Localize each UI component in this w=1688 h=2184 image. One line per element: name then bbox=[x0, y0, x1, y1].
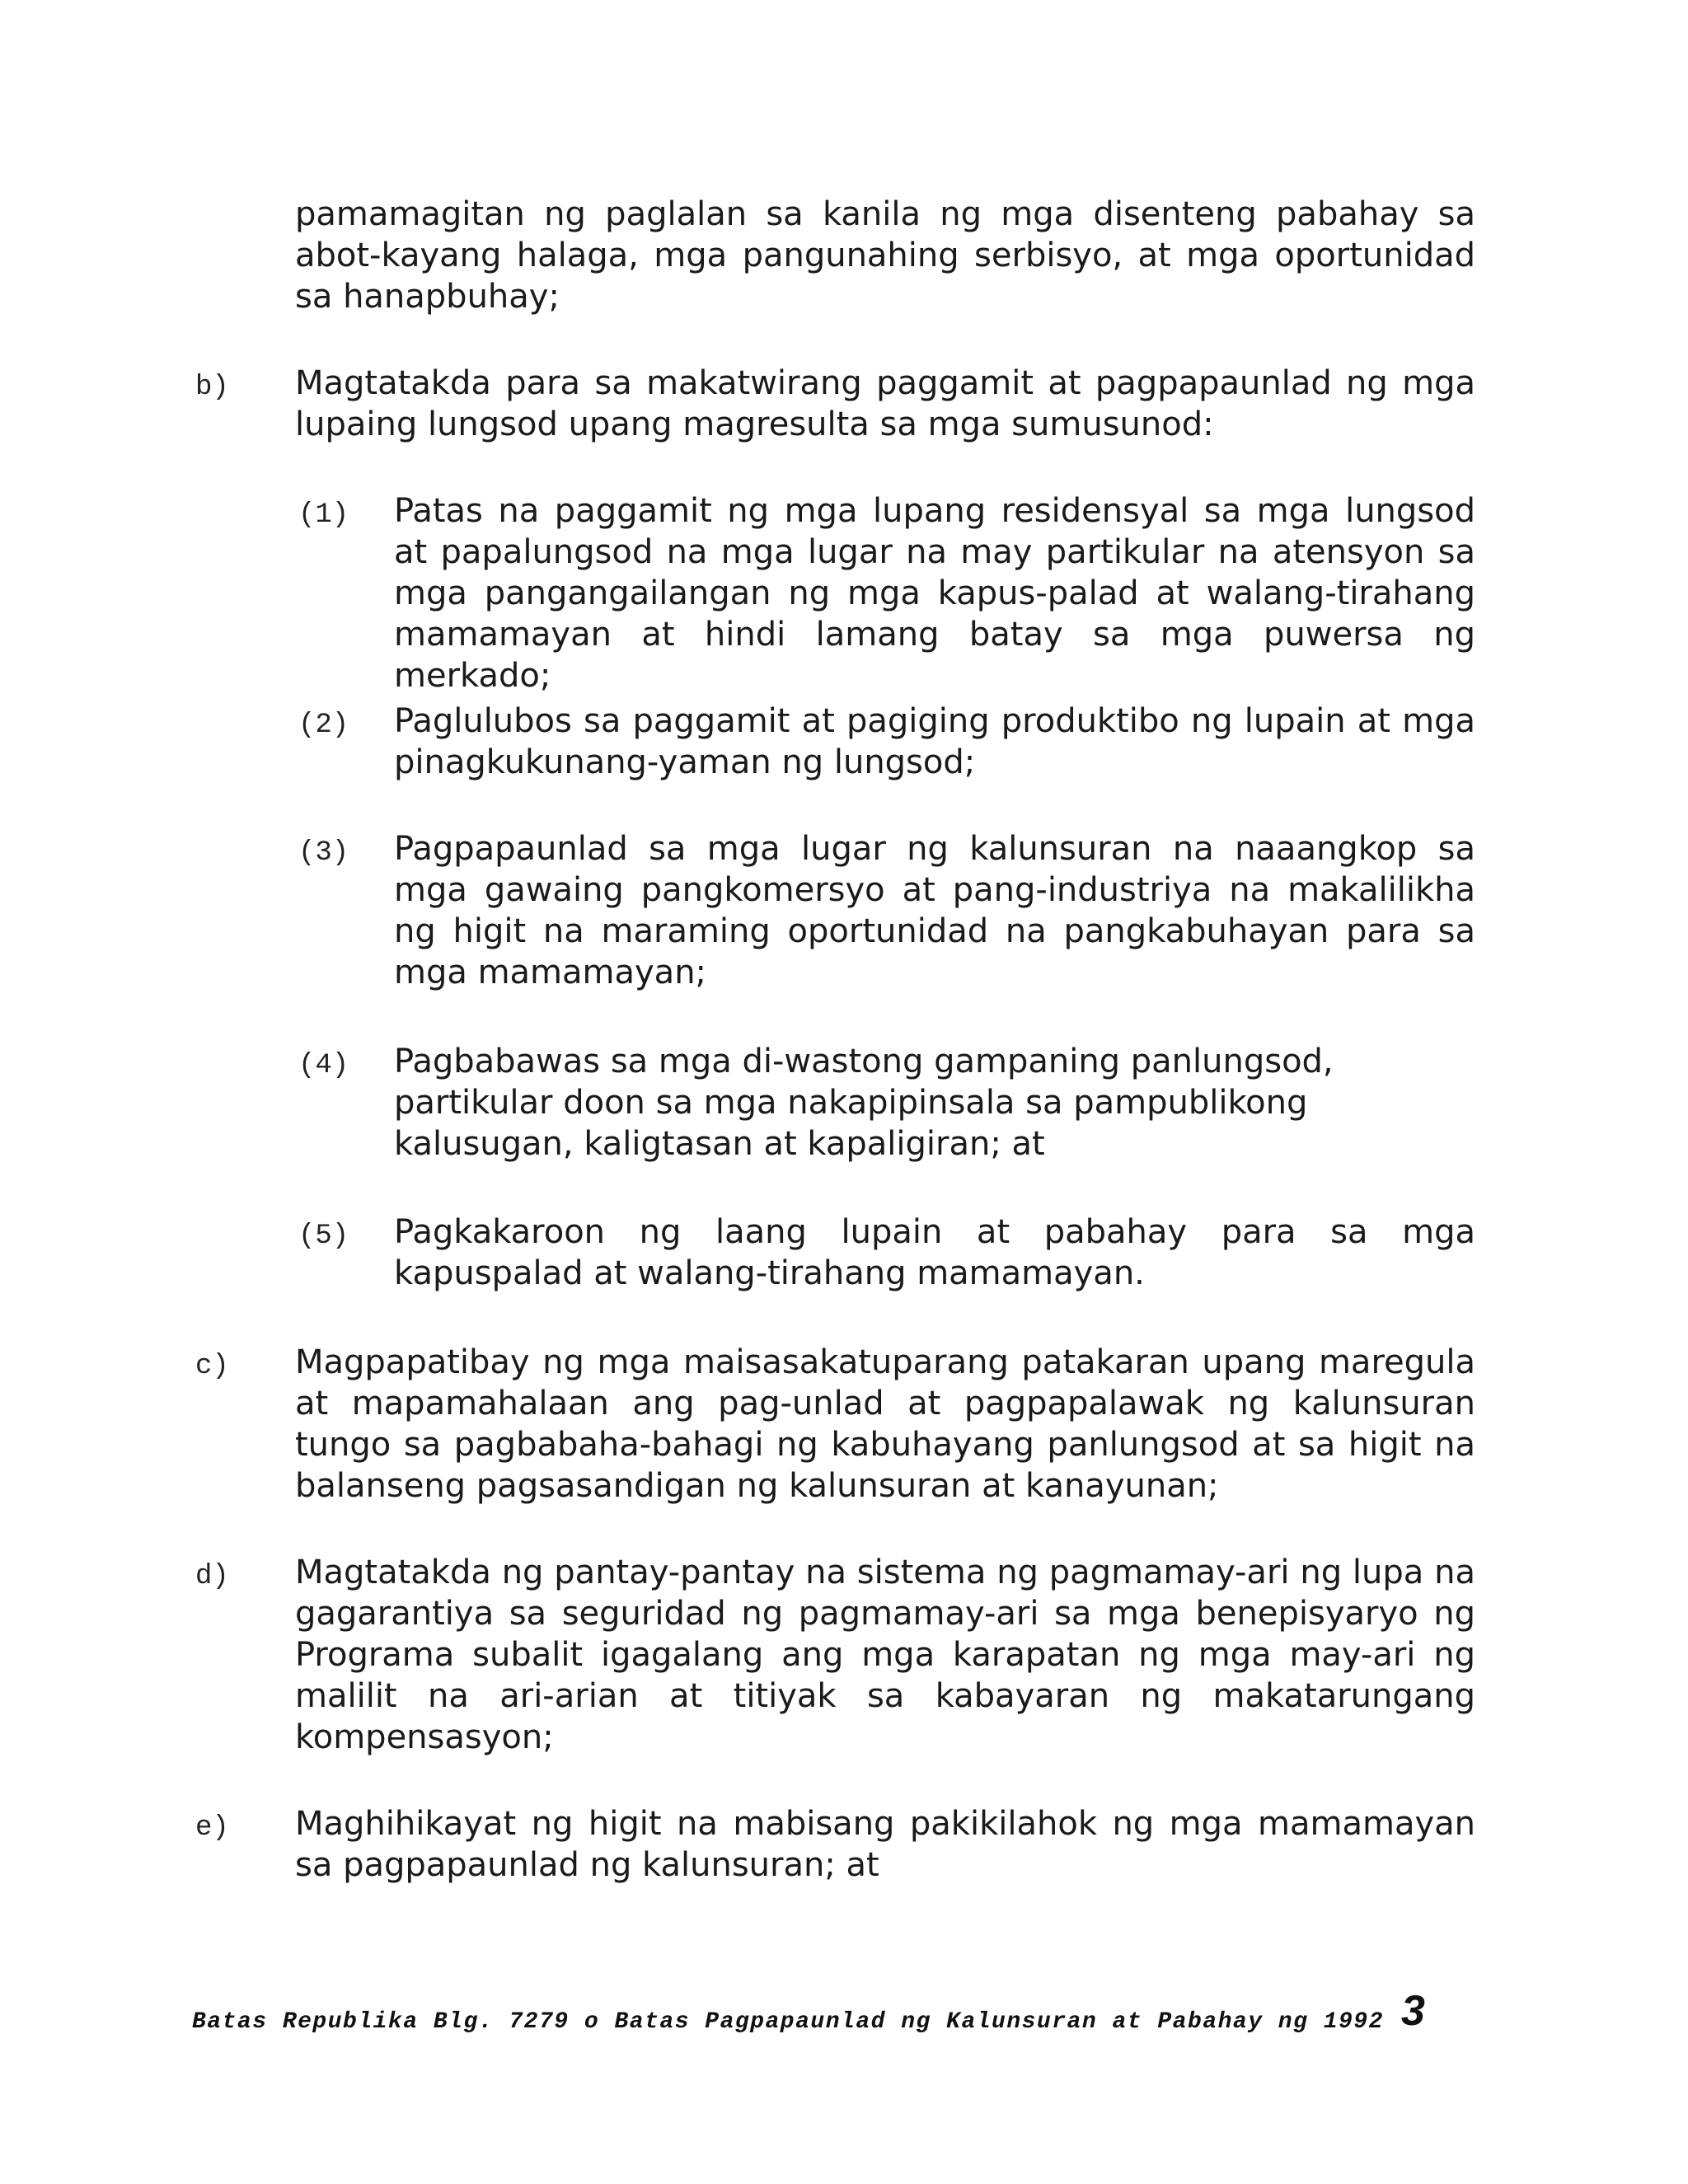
item-text-d: Magtatakda ng pantay-pantay na sistema ng pagmamay-ari ng lupa na gagarantiya sa seguridad ng pagmamay-ari sa mga benepisyaryo ng Programa subalit igagalang ang mga karapatan ng mga may-ari ng malilit na ari-arian at titiyak sa kabayaran ng makatarungang kompensasyon; bbox=[295, 1554, 1475, 1756]
item-text-b: Magtatakda para sa makatwirang paggamit at pagpapaunlad ng mga lupaing lungsod upang magresulta sa mga sumusunod: bbox=[295, 364, 1475, 443]
item-label-e: e) bbox=[195, 1812, 229, 1844]
subitem-label-4: (4) bbox=[298, 1050, 349, 1081]
subitem-text-4: Pagbabawas sa mga di-wastong gampaning panlungsod, partikular doon sa mga nakapipinsala sa pampublikong kalusugan, kaligtasan at kapaligiran; at bbox=[394, 1043, 1334, 1163]
footer-citation: Batas Republika Blg. 7279 o Batas Pagpapaunlad ng Kalunsuran at Pabahay ng 1992 bbox=[192, 2009, 1384, 2035]
intro-paragraph: pamamagitan ng paglalan sa kanila ng mga disenteng pabahay sa abot-kayang halaga, mga pangunahing serbisyo, at mga oportunidad sa hanapbuhay; bbox=[295, 195, 1475, 316]
item-text-c: Magpapatibay ng mga maisasakatuparang patakaran upang maregula at mapamahalaan ang pag-unlad at pagpapalawak ng kalunsuran tungo sa pagbabaha-bahagi ng kabuhayang panlungsod at sa higit na balanseng pagsasandigan ng kalunsuran at kanayunan; bbox=[295, 1343, 1475, 1505]
item-label-c: c) bbox=[195, 1351, 229, 1382]
item-text-e: Maghihikayat ng higit na mabisang pakikilahok ng mga mamamayan sa pagpapaunlad ng kalunsuran; at bbox=[295, 1805, 1475, 1884]
page-number: 3 bbox=[1401, 1987, 1425, 2035]
subitem-label-2: (2) bbox=[298, 710, 349, 741]
subitem-text-5: Pagkakaroon ng laang lupain at pabahay para sa mga kapuspalad at walang-tirahang mamamayan. bbox=[394, 1213, 1475, 1292]
item-label-d: d) bbox=[195, 1561, 229, 1592]
subitem-label-1: (1) bbox=[298, 499, 349, 531]
subitem-text-1: Patas na paggamit ng mga lupang residensyal sa mga lungsod at papalungsod na mga lugar na may partikular na atensyon sa mga pangangailangan ng mga kapus-palad at walang-tirahang mamamayan at hindi lamang batay sa mga puwersa ng merkado; bbox=[394, 492, 1475, 695]
item-label-b: b) bbox=[195, 372, 229, 403]
subitem-label-3: (3) bbox=[298, 837, 349, 869]
subitem-text-3: Pagpapaunlad sa mga lugar ng kalunsuran na naaangkop sa mga gawaing pangkomersyo at pang-industriya na makalilikha ng higit na maraming oportunidad na pangkabuhayan para sa mga mamamayan; bbox=[394, 830, 1475, 991]
subitem-text-2: Paglulubos sa paggamit at pagiging produktibo ng lupain at mga pinagkukunang-yaman ng lungsod; bbox=[394, 702, 1475, 781]
subitem-label-5: (5) bbox=[298, 1221, 349, 1252]
